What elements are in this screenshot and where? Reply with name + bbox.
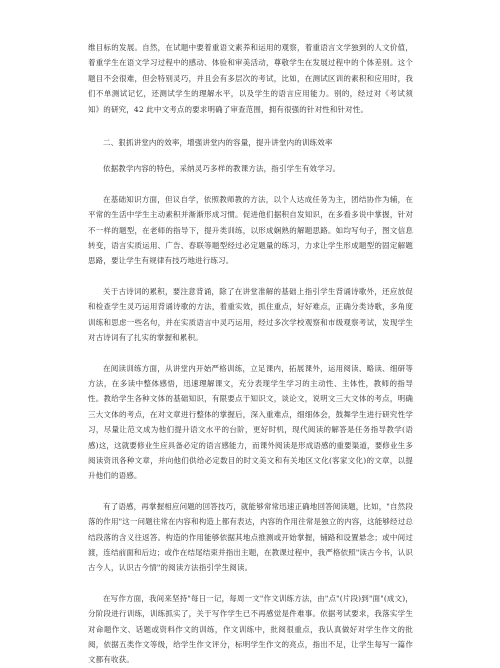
body-paragraph: 在阅读训练方面，从讲堂内开始严格训练，立足课内，拓展课外，运用阅读、略读、细研等方法，在多读中整体感悟，迅速理解课文，充分表现学生学习的主动性、主体性，教师的指导性。教给学生各种文体的基础知识，有限要点于知识文，谈论文，说明文三大文体的考点，明确三大文体的考点，在对文章进行整体的掌握后，深入重难点，细细体会，鼓舞学生进行研究性学习，尽量让范文成为他们提升语文水平的台阶，更好时机，现代阅读的解答是任务指导教学(语感)这，这就要修业生应具备必定的语言感能力，而课外阅读是形成语感的重要渠道，要修业生多阅读资讯各种文章，并向他们供给必定数目的时文美文和有关地区文化(客家文化)的文章，以提升他们的语感。: [88, 363, 413, 481]
body-paragraph: 在写作方面，我间来坚持"每日一记，每周一文"作文训练方法，由"点"(片段)到"面"(成文)，分阶段进行训练，训练抓实了，关于写作学生已不再感觉是件难事。依据考试要求，我落实学生对命题作文、话题或资料作文的训练，作文训练中，批阅很重点，我认真做好对学生作文的批阅，依据五类作文等级，给学生作文评分，标明学生作文的亮点，指出不足，让学生每写一篇作文都有收获。: [88, 593, 413, 665]
body-paragraph: 依据教学内容的特色，采纳灵巧多样的教课方法，指引学生有效学习。: [103, 164, 341, 174]
body-paragraph: 关于古诗词的累积，要注意背诵，除了在讲堂准解的基础上指引学生背诵诗歌外，还应放促和检查学生灵巧运用背诵诗歌的方法，着重实效，抓住重点，好好难点，正确分类诗歌，多角度训练和思虑一些名句，并在实质语言中灵巧运用，经过多次学校观察和市级观察考试，发现学生对古诗词有了扎实的掌握和累积。: [88, 286, 413, 343]
body-paragraph: 维目标的发展。自然，在试题中要着重语文素养和运用的观察，着重语言文学独到的人文价值，着重学生在语文学习过程中的感动、体验和审美活动，尊敬学生在发展过程中的个体差别。这个题目不会很难，但会特别灵巧，并且会有多层次的考试，比如，在测试区训的素积和应用时，我们不单测试记忆，还测试学生的理解水平，以及学生的语言应用能力。别的，经过对《考试须知》的研究，42 此中文考点的要求明确了审查范围，拥有很强的针对性和针对性。: [88, 43, 413, 114]
body-paragraph: 在基础知识方面，但议自学，依照教师教的方法，以个人达成任务为主，团结协作为辅，在平常的生活中学生主动素积并渐渐形成习惯。促进他们据积自发知识，在多看多说中掌握，针对不一样的题型，在老师的指导下，提升类训练，以形成娴熟的解题思路。如均写句子，图文信息转变，语言实质运用、广告、春联等题型经过必定题量的练习，力求让学生形成题型的固定解题思路，要让学生有规律有技巧地进行练习。: [88, 194, 413, 266]
document-page: [88, 40, 413, 668]
body-paragraph: 有了语感，再掌握相应问题的回答技巧，就能够常常迅速正确地回答阅读题，比如，"自然段落的作用"这一问题往常在内容和构造上都有表达，内容的作用往常是独立的内容，这能够经过总结段落的含义往返答。构造的作用能够依据其地点推测或开始掌握，铺路和设置悬念；或中间过渡，连结前面和后边；或作在结尾结束并指出主题，在教课过程中，我严格依照"读古今书，认识古今人，认识古今情"的阅读方法指引学生阅读。: [88, 501, 413, 573]
section-heading: 二、狠抓讲堂内的效率，增强讲堂内的容量，提升讲堂内的训练效率: [103, 138, 333, 148]
